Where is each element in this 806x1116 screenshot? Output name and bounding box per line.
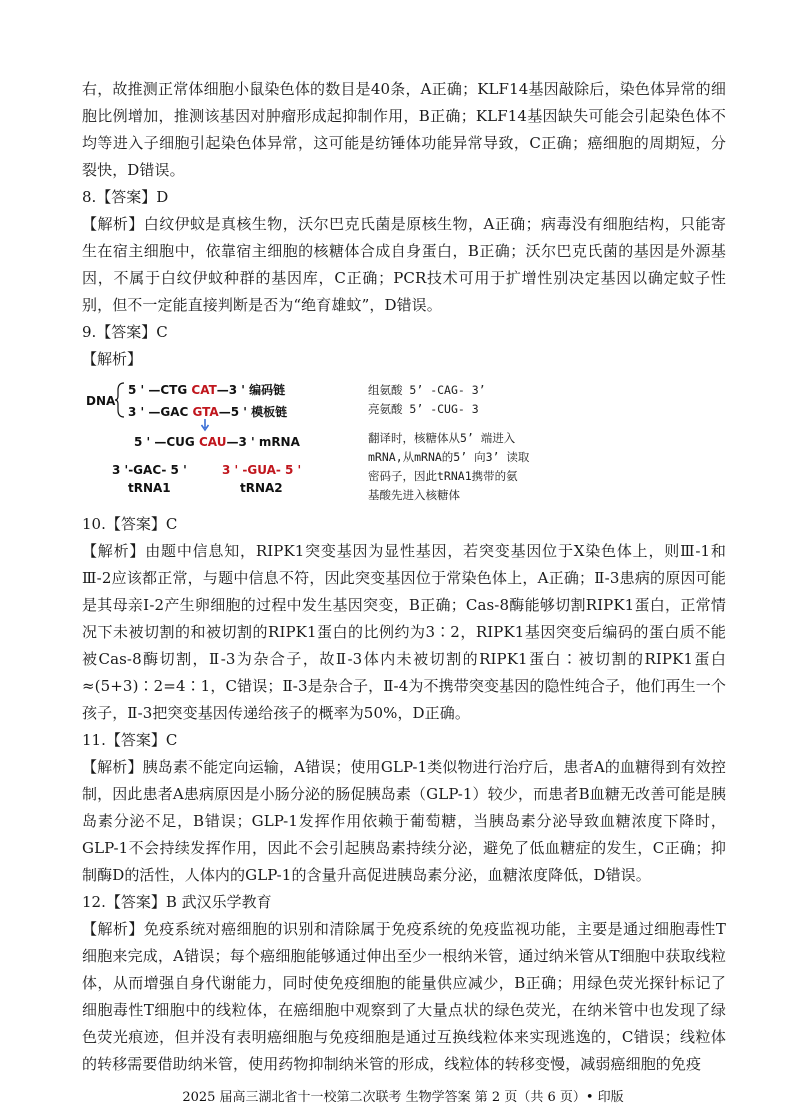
q11-answer: 11.【答案】C xyxy=(82,731,178,749)
note-line-4: 基酸先进入核糖体 xyxy=(368,488,460,502)
note-leucine: 亮氨酸 5’ -CUG- 3 xyxy=(368,402,479,416)
trna2-label: tRNA2 xyxy=(240,481,283,495)
coding-strand: 5 ' —CTG CAT—3 ' 编码链 xyxy=(128,383,286,397)
note-line-2: mRNA,从mRNA的5’ 向3’ 读取 xyxy=(368,450,530,464)
translation-diagram xyxy=(82,375,726,511)
q9-answer: 9.【答案】C xyxy=(82,323,168,341)
q8-answer: 8.【答案】D xyxy=(82,188,169,206)
trna2-sequence: 3 ' -GUA- 5 ' xyxy=(222,463,302,477)
q8-analysis: 【解析】白纹伊蚊是真核生物，沃尔巴克氏菌是原核生物，A正确；病毒没有细胞结构，只能寄生在宿主细胞中，依靠宿主细胞的核糖体合成自身蛋白，B正确；沃尔巴克氏菌的基因是外源基因，不属于白纹伊蚊种群的基因库，C正确；PCR技术可用于扩增性别决定基因以确定蚊子性别，但不一定能直接判断是否为“绝育雄蚊”，D错误。 xyxy=(82,215,726,314)
template-strand: 3 ' —GAC GTA—5 ' 模板链 xyxy=(128,405,288,419)
mrna-strand: 5 ' —CUG CAU—3 ' mRNA xyxy=(134,435,300,449)
note-histidine: 组氨酸 5’ -CAG- 3’ xyxy=(368,383,486,397)
q9-analysis-label: 【解析】 xyxy=(82,350,143,368)
page-footer: 2025 届高三湖北省十一校第二次联考 生物学答案 第 2 页（共 6 页）• 印版 xyxy=(182,1090,624,1105)
trna1-label: tRNA1 xyxy=(128,481,171,495)
q11-analysis: 【解析】胰岛素不能定向运输，A错误；使用GLP-1类似物进行治疗后，患者A的血糖得到有效控制，因此患者A患病原因是小肠分泌的肠促胰岛素（GLP-1）较少，而患者B血糖无改善可能是胰岛素分泌不足，B错误；GLP-1发挥作用依赖于葡萄糖，当胰岛素分泌导致血糖浓度下降时，GLP-1不会持续发挥作用，因此不会引起胰岛素持续分泌，避免了低血糖症的发生，C正确；抑制酶D的活性，人体内的GLP-1的含量升高促进胰岛素分泌，血糖浓度降低，D错误。 xyxy=(82,758,726,884)
dna-label: DNA xyxy=(86,394,116,408)
note-line-3: 密码子，因此tRNA1携带的氨 xyxy=(368,469,518,483)
dna-brace xyxy=(115,382,125,418)
note-line-1: 翻译时，核糖体从5’ 端进入 xyxy=(368,431,516,445)
down-arrow-icon xyxy=(200,419,210,433)
q12-analysis: 【解析】免疫系统对癌细胞的识别和清除属于免疫系统的免疫监视功能，主要是通过细胞毒性T细胞来完成，A错误；每个癌细胞能够通过伸出至少一根纳米管，通过纳米管从T细胞中获取线粒体，从而增强自身代谢能力，同时使免疫细胞的能量供应减少，B正确；用绿色荧光探针标记了细胞毒性T细胞中的线粒体，在癌细胞中观察到了大量点状的绿色荧光，在纳米管中也发现了绿色荧光痕迹，但并没有表明癌细胞与免疫细胞是通过互换线粒体来实现逃逸的，C错误；线粒体的转移需要借助纳米管，使用药物抑制纳米管的形成，线粒体的转移变慢，减弱癌细胞的免疫 xyxy=(82,920,726,1073)
q10-answer: 10.【答案】C xyxy=(82,515,178,533)
q10-analysis: 【解析】由题中信息知，RIPK1突变基因为显性基因，若突变基因位于X染色体上，则Ⅲ-1和Ⅲ-2应该都正常，与题中信息不符，因此突变基因位于常染色体上，A正确；Ⅱ-3患病的原因可能是其母亲Ⅰ-2产生卵细胞的过程中发生基因突变，B正确；Cas-8酶能够切割RIPK1蛋白，正常情况下未被切割的和被切割的RIPK1蛋白的比例约为3∶2，RIPK1基因突变后编码的蛋白质不能被Cas-8酶切割，Ⅱ-3为杂合子，故Ⅱ-3体内未被切割的RIPK1蛋白∶被切割的RIPK1蛋白≈(5+3)∶2=4∶1，C错误；Ⅱ-3是杂合子，Ⅱ-4为不携带突变基因的隐性纯合子，他们再生一个孩子，Ⅱ-3把突变基因传递给孩子的概率为50%，D正确。 xyxy=(82,542,726,722)
trna1-sequence: 3 '-GAC- 5 ' xyxy=(112,463,187,477)
intro-paragraph: 右，故推测正常体细胞小鼠染色体的数目是40条，A正确；KLF14基因敲除后，染色体异常的细胞比例增加，推测该基因对肿瘤形成起抑制作用，B正确；KLF14基因缺失可能会引起染色体不均等进入子细胞引起染色体异常，这可能是纺锤体功能异常导致，C正确；癌细胞的周期短，分裂快，D错误。 xyxy=(82,80,726,179)
q12-answer: 12.【答案】B 武汉乐学教育 xyxy=(82,893,272,911)
